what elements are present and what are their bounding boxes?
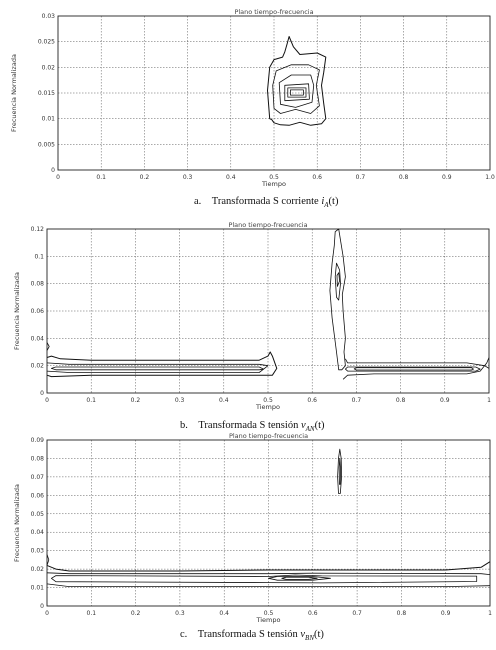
y-tick-label: 0.07: [30, 473, 44, 481]
caption-a-label: a.: [194, 196, 202, 207]
caption-a-sub: A: [324, 201, 329, 210]
y-tick-label: 0.02: [30, 362, 44, 370]
y-tick-label: 0.09: [30, 437, 44, 444]
x-tick-label: 0.3: [175, 610, 185, 617]
x-tick-label: 0.3: [174, 397, 185, 404]
contour-line: [282, 577, 317, 579]
contour-line: [47, 363, 268, 373]
x-tick-label: 0.1: [86, 610, 97, 617]
y-tick-label: 0.015: [37, 90, 55, 97]
x-axis-label: Tiempo: [255, 403, 281, 411]
y-tick-label: 0.02: [41, 64, 55, 72]
caption-b-label: b.: [180, 420, 188, 431]
y-tick-label: 0.08: [30, 455, 44, 463]
chart-2: [13, 221, 491, 411]
y-tick-label: 0.08: [30, 280, 44, 288]
chart-1: [10, 8, 495, 188]
x-tick-label: 0: [45, 397, 49, 404]
y-tick-label: 0.04: [30, 335, 44, 343]
x-axis-label: Tiempo: [256, 616, 281, 624]
contour-line: [279, 75, 314, 107]
x-tick-label: 1: [488, 610, 492, 617]
x-tick-label: 0.9: [440, 397, 450, 404]
y-tick-label: 0.06: [30, 308, 44, 315]
x-tick-label: 0.2: [130, 610, 141, 617]
x-tick-label: 0.3: [182, 174, 193, 181]
caption-c-sub: BN: [305, 634, 314, 643]
caption-a-text: Transformada S corriente: [211, 196, 322, 207]
caption-c-arg: (t): [314, 629, 324, 640]
x-tick-label: 0.5: [263, 397, 273, 404]
contour-line: [354, 368, 473, 370]
caption-b: [180, 420, 325, 433]
y-axis-label: Frecuencia Normalizada: [13, 484, 21, 562]
y-tick-label: 0.03: [41, 13, 55, 20]
contour-line: [337, 273, 340, 287]
x-tick-label: 0.7: [355, 174, 366, 181]
x-tick-label: 1: [487, 397, 491, 404]
y-tick-label: 0.01: [30, 584, 44, 592]
x-tick-label: 0.1: [96, 174, 106, 181]
y-tick-label: 0.12: [30, 226, 44, 233]
caption-c-var: v: [300, 629, 306, 640]
y-tick-label: 0.02: [30, 566, 44, 574]
x-tick-label: 1.0: [485, 174, 495, 181]
y-tick-label: 0: [40, 390, 44, 397]
y-axis-label: Frecuencia Normalizada: [10, 54, 18, 132]
x-tick-label: 0.2: [139, 174, 150, 181]
contour-line: [339, 458, 340, 484]
x-tick-label: 0.4: [219, 610, 229, 617]
x-tick-label: 0.7: [351, 397, 362, 404]
caption-a: [194, 196, 338, 209]
x-tick-label: 0.2: [130, 397, 141, 404]
caption-a-arg: (t): [328, 196, 339, 207]
y-tick-label: 0.05: [30, 510, 44, 518]
x-tick-label: 0.1: [86, 397, 96, 404]
x-tick-label: 0.9: [440, 610, 451, 617]
chart-title: Plano tiempo-frecuencia: [228, 221, 308, 229]
x-tick-label: 0.6: [307, 397, 317, 404]
x-tick-label: 0: [56, 174, 60, 181]
y-tick-label: 0.06: [30, 492, 44, 500]
y-tick-label: 0.025: [37, 38, 55, 46]
caption-b-var: v: [300, 420, 306, 431]
chart-3: [13, 432, 492, 624]
x-tick-label: 0.9: [442, 174, 452, 181]
y-tick-label: 0: [40, 603, 44, 610]
y-tick-label: 0.03: [30, 547, 44, 555]
x-tick-label: 0.8: [395, 397, 406, 404]
contour-line: [51, 367, 263, 370]
caption-c-label: c.: [180, 629, 188, 640]
x-axis-label: Tiempo: [261, 180, 287, 188]
caption-b-text: Transformada S tensión: [198, 420, 301, 431]
contour-line: [51, 575, 476, 583]
caption-a-var: i: [321, 196, 325, 207]
caption-b-arg: (t): [314, 420, 325, 431]
contour-line: [343, 358, 489, 380]
chart-title: Plano tiempo-frecuencia: [228, 432, 309, 440]
caption-b-sub: AN: [305, 425, 315, 434]
y-axis-label: Frecuencia Normalizada: [13, 272, 21, 350]
x-tick-label: 0.6: [308, 610, 318, 617]
y-tick-label: 0.005: [37, 141, 55, 149]
x-tick-label: 0.5: [269, 174, 279, 181]
x-tick-label: 0.5: [263, 610, 274, 617]
y-tick-label: 0.04: [30, 529, 44, 537]
caption-c-text: Transformada S tensión: [197, 629, 301, 640]
y-tick-label: 0.1: [34, 253, 44, 261]
x-tick-label: 0.8: [396, 610, 407, 617]
x-tick-label: 0.7: [352, 610, 362, 617]
y-tick-label: 0.01: [41, 115, 55, 123]
y-tick-label: 0: [51, 167, 55, 174]
x-tick-label: 0.4: [219, 397, 229, 404]
x-tick-label: 0.4: [226, 174, 236, 181]
contour-line: [290, 90, 303, 95]
caption-c: [180, 629, 324, 642]
x-tick-label: 0: [45, 610, 49, 617]
chart-title: Plano tiempo-frecuencia: [234, 8, 314, 16]
x-tick-label: 0.8: [398, 174, 409, 181]
x-tick-label: 0.6: [312, 174, 322, 181]
